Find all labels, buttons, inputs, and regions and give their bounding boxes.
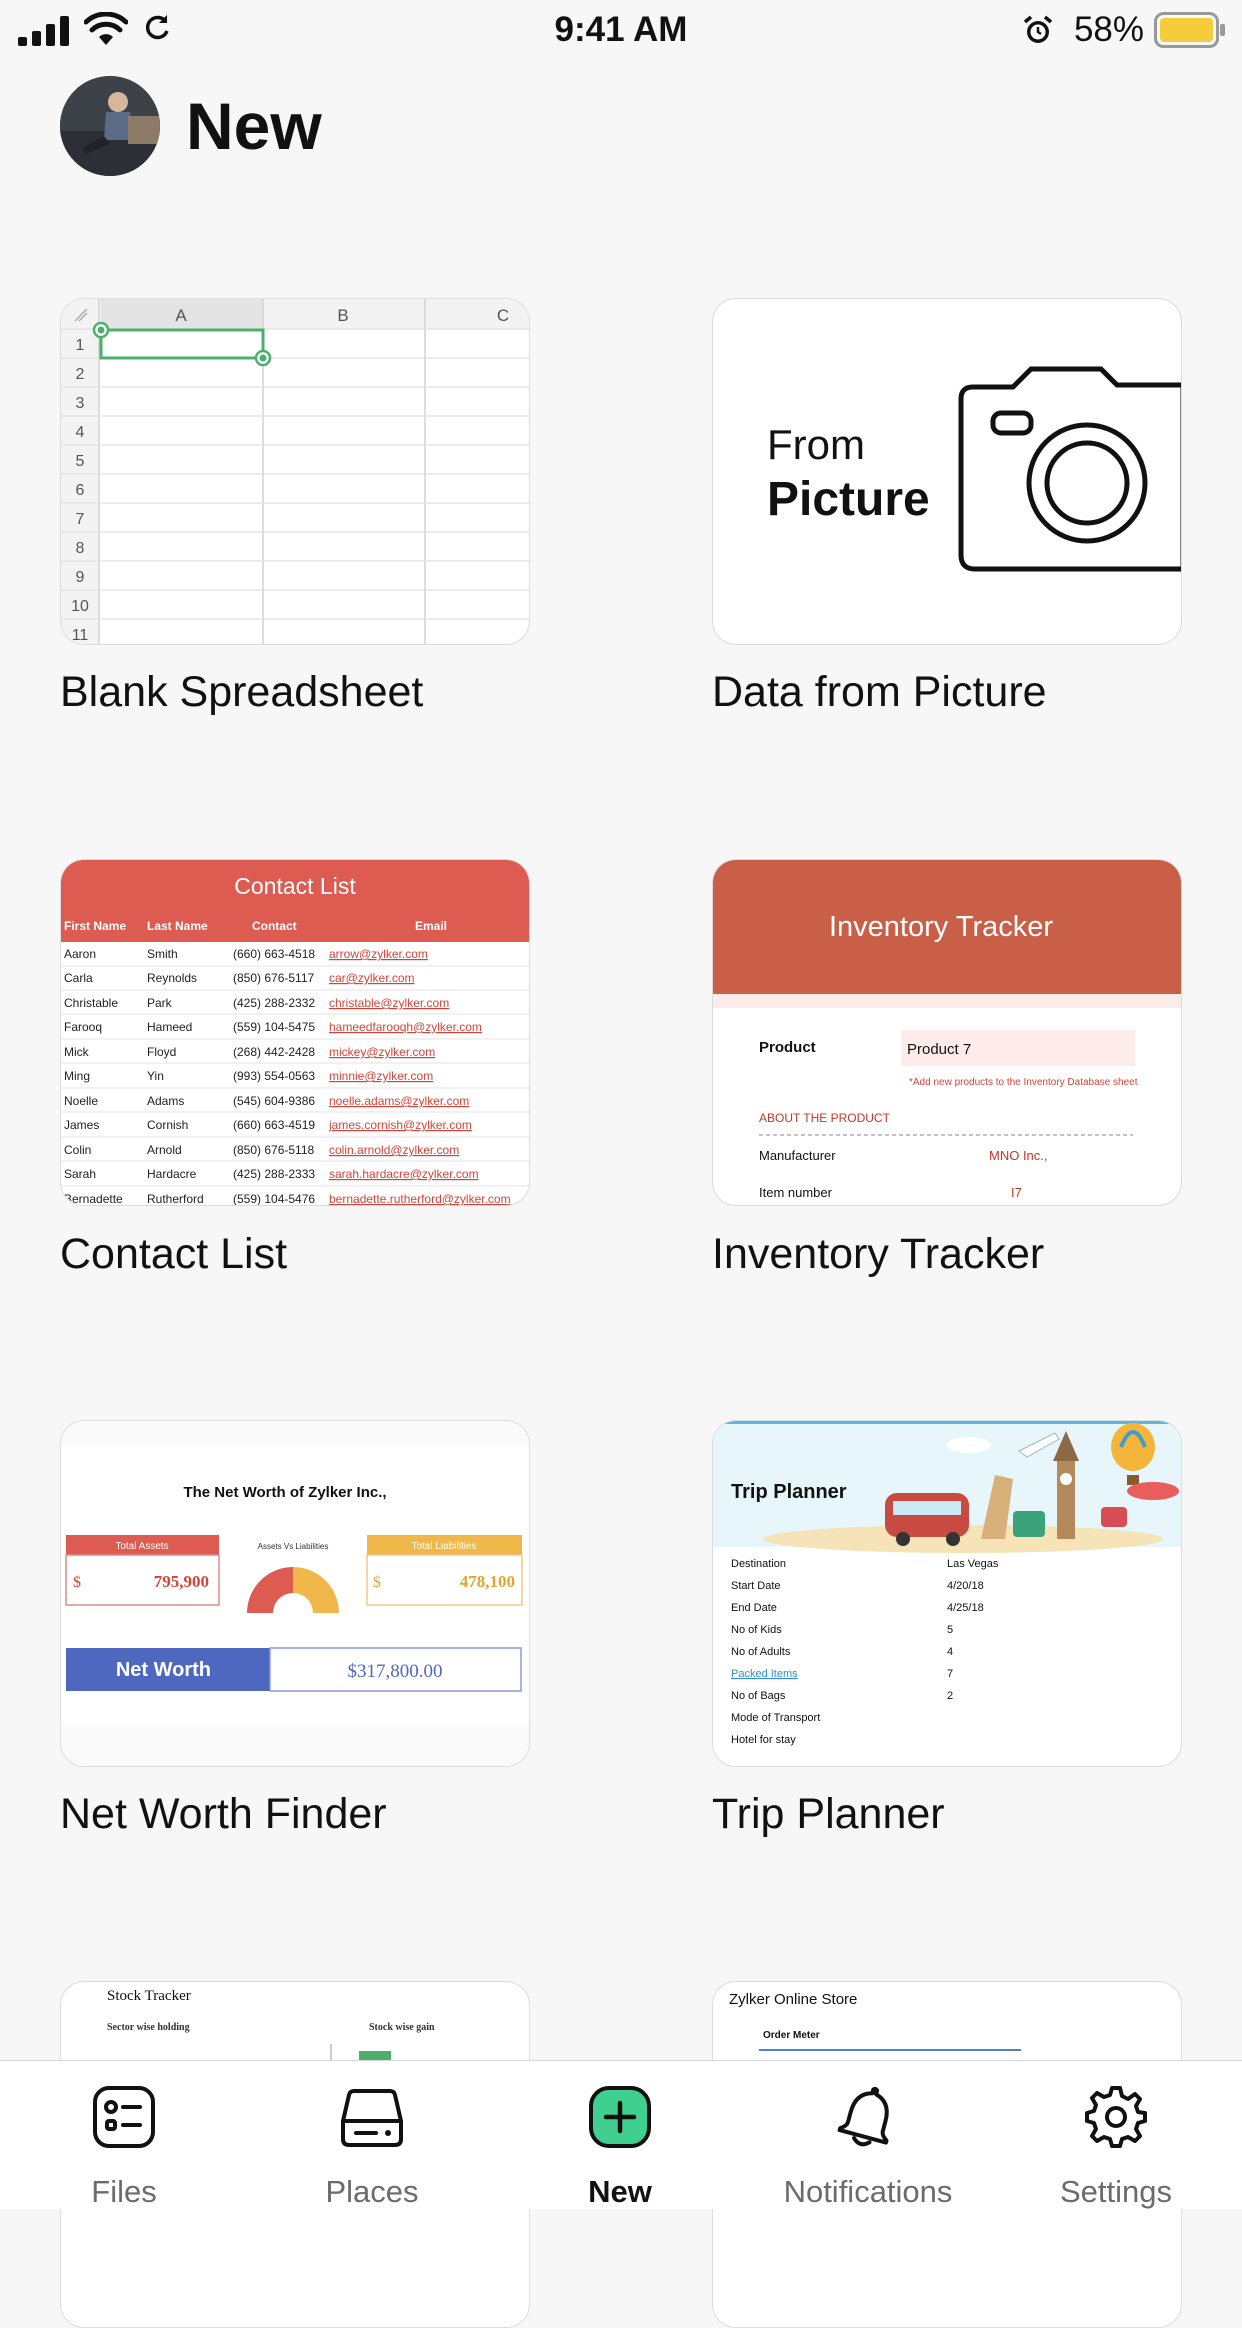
contact-cell: (660) 663-4518 xyxy=(233,947,316,961)
contact-cell: Floyd xyxy=(147,1045,177,1059)
tab-notifications-label: Notifications xyxy=(783,2174,953,2209)
tab-files[interactable] xyxy=(0,2061,248,2209)
contact-cell: Mick xyxy=(64,1045,89,1059)
contact-email: arrow@zylker.com xyxy=(329,947,428,961)
stock-subtitle-2: Stock wise gain xyxy=(369,2022,435,2033)
inventory-section: ABOUT THE PRODUCT xyxy=(759,1111,890,1125)
liabilities-label: Total Liabilities xyxy=(411,1541,477,1552)
contact-cell: (660) 663-4519 xyxy=(233,1118,316,1132)
contact-email: christable@zylker.com xyxy=(329,996,450,1010)
status-bar xyxy=(0,0,1242,60)
contact-cell: Carla xyxy=(64,971,93,985)
drive-icon xyxy=(340,2085,404,2149)
contact-cell: (268) 442-2428 xyxy=(233,1045,316,1059)
contact-cell: Cornish xyxy=(147,1118,189,1132)
template-card-contact-list[interactable] xyxy=(60,859,530,1206)
row-header: 11 xyxy=(71,627,89,644)
row-header: 5 xyxy=(75,453,85,470)
contact-cell: (545) 604-9386 xyxy=(233,1094,316,1108)
trip-field-label: No of Bags xyxy=(731,1690,786,1702)
col-header-a: A xyxy=(175,306,187,325)
alarm-icon xyxy=(1022,14,1054,46)
contact-cell: Yin xyxy=(147,1069,164,1083)
inventory-field-label: Manufacturer xyxy=(759,1148,836,1163)
trip-field-value: 4/20/18 xyxy=(947,1580,984,1592)
contact-cell: Hameed xyxy=(147,1020,193,1034)
trip-field-label: Hotel for stay xyxy=(731,1734,796,1746)
bell-icon xyxy=(836,2085,900,2149)
contact-list-thumbnail xyxy=(61,860,529,1205)
contact-cell: (425) 288-2332 xyxy=(233,996,316,1010)
row-header: 3 xyxy=(75,395,85,412)
liabilities-value: 478,100 xyxy=(459,1572,515,1591)
inventory-note: *Add new products to the Inventory Database sheet xyxy=(909,1077,1138,1088)
files-icon xyxy=(92,2085,156,2149)
contact-cell: (850) 676-5118 xyxy=(233,1143,315,1157)
contact-cell: Smith xyxy=(147,947,178,961)
tab-files-label: Files xyxy=(91,2174,157,2209)
trip-field-value: 4/25/18 xyxy=(947,1602,984,1614)
template-label[interactable]: Blank Spreadsheet xyxy=(60,668,424,716)
row-header: 7 xyxy=(75,511,85,528)
trip-title: Trip Planner xyxy=(731,1481,847,1503)
inventory-product-value: Product 7 xyxy=(907,1041,972,1058)
picture-line2: Picture xyxy=(767,473,930,526)
networth-title: The Net Worth of Zylker Inc., xyxy=(183,1484,387,1501)
contact-email: colin.arnold@zylker.com xyxy=(329,1143,460,1157)
trip-field-label: Mode of Transport xyxy=(731,1712,821,1724)
contact-email: mickey@zylker.com xyxy=(329,1045,436,1059)
chart-label: Assets Vs Liabilities xyxy=(257,1542,329,1551)
row-header: 2 xyxy=(75,366,85,383)
trip-field-label: Start Date xyxy=(731,1580,781,1592)
tab-places[interactable] xyxy=(248,2061,496,2209)
template-card-trip-planner[interactable] xyxy=(712,1420,1182,1767)
trip-field-label-link: Packed Items xyxy=(731,1668,798,1680)
battery-icon xyxy=(1154,12,1226,48)
contact-cell: Park xyxy=(147,996,172,1010)
assets-value: 795,900 xyxy=(153,1572,209,1591)
contact-cell: Bernadette xyxy=(64,1192,123,1205)
template-label[interactable]: Contact List xyxy=(60,1230,288,1278)
net-worth-label: Net Worth xyxy=(115,1659,211,1681)
tab-places-label: Places xyxy=(325,2174,419,2209)
blank-spreadsheet-thumbnail xyxy=(61,299,529,644)
contact-email: hameedfarooqh@zylker.com xyxy=(329,1020,482,1034)
template-card-blank-spreadsheet[interactable] xyxy=(60,298,530,645)
template-card-inventory-tracker[interactable] xyxy=(712,859,1182,1206)
row-header: 8 xyxy=(75,540,85,557)
contact-cell: Farooq xyxy=(64,1020,103,1034)
camera-icon xyxy=(961,369,1181,569)
trip-field-value: 2 xyxy=(947,1690,954,1702)
contact-title: Contact List xyxy=(234,873,356,899)
store-title: Zylker Online Store xyxy=(729,1991,858,2008)
inventory-field-value: MNO Inc., xyxy=(989,1148,1048,1163)
row-header: 10 xyxy=(71,598,89,615)
tab-settings[interactable] xyxy=(992,2061,1240,2209)
avatar-photo xyxy=(60,76,160,176)
trip-field-value: 4 xyxy=(947,1646,954,1658)
store-subtitle: Order Meter xyxy=(763,2030,820,2041)
tab-new[interactable] xyxy=(496,2061,744,2209)
trip-field-label: No of Kids xyxy=(731,1624,782,1636)
template-label[interactable]: Net Worth Finder xyxy=(60,1790,387,1838)
contact-header: Last Name xyxy=(147,919,208,933)
plus-icon xyxy=(588,2085,652,2149)
stock-title: Stock Tracker xyxy=(107,1988,191,2004)
contact-email: james.cornish@zylker.com xyxy=(329,1118,472,1132)
contact-cell: Rutherford xyxy=(147,1192,204,1205)
net-worth-thumbnail xyxy=(61,1421,529,1766)
contact-cell: Reynolds xyxy=(147,971,198,985)
inventory-field-value: I7 xyxy=(1011,1185,1022,1200)
page-title: New xyxy=(186,89,322,163)
contact-header: First Name xyxy=(64,919,127,933)
col-header-c: C xyxy=(496,306,510,325)
template-label[interactable]: Trip Planner xyxy=(712,1790,945,1838)
trip-field-value: Las Vegas xyxy=(947,1558,999,1570)
inventory-field-label: Item number xyxy=(759,1185,832,1200)
contact-cell: (559) 104-5476 xyxy=(233,1192,316,1205)
inventory-tracker-thumbnail xyxy=(713,860,1181,1205)
contact-header: Email xyxy=(415,919,448,933)
stock-subtitle-1: Sector wise holding xyxy=(107,2022,190,2033)
contact-cell: Noelle xyxy=(64,1094,99,1108)
gear-icon xyxy=(1084,2085,1148,2149)
template-label[interactable]: Data from Picture xyxy=(712,668,1047,716)
contact-cell: Adams xyxy=(147,1094,185,1108)
trip-field-label: No of Adults xyxy=(731,1646,791,1658)
contact-cell: Hardacre xyxy=(147,1167,197,1181)
contact-cell: (850) 676-5117 xyxy=(233,971,315,985)
contact-header: Contact xyxy=(252,919,297,933)
picture-line1: From xyxy=(767,421,865,468)
contact-cell: (425) 288-2333 xyxy=(233,1167,316,1181)
battery-percentage: 58% xyxy=(1073,10,1144,49)
contact-cell: (559) 104-5475 xyxy=(233,1020,316,1034)
tab-new-label: New xyxy=(588,2174,652,2209)
trip-field-label: End Date xyxy=(731,1602,777,1614)
template-card-data-from-picture[interactable] xyxy=(712,298,1182,645)
tab-settings-label: Settings xyxy=(1059,2174,1172,2209)
trip-field-value: 7 xyxy=(947,1668,954,1680)
avatar[interactable] xyxy=(60,76,160,176)
tab-notifications[interactable] xyxy=(744,2061,992,2209)
liabilities-currency: $ xyxy=(373,1574,381,1591)
row-header: 9 xyxy=(75,569,85,586)
data-from-picture-thumbnail xyxy=(713,299,1181,644)
col-header-b: B xyxy=(337,306,349,325)
row-header: 6 xyxy=(75,482,85,499)
contact-email: minnie@zylker.com xyxy=(329,1069,434,1083)
contact-cell: Colin xyxy=(64,1143,92,1157)
net-worth-value: $317,800.00 xyxy=(347,1661,443,1682)
contact-cell: Aaron xyxy=(64,947,97,961)
contact-cell: Christable xyxy=(64,996,119,1010)
contact-email: noelle.adams@zylker.com xyxy=(329,1094,470,1108)
template-label[interactable]: Inventory Tracker xyxy=(712,1230,1045,1278)
contact-cell: James xyxy=(64,1118,100,1132)
bottom-tab-bar xyxy=(0,2060,1242,2209)
template-card-net-worth-finder[interactable] xyxy=(60,1420,530,1767)
assets-currency: $ xyxy=(73,1574,81,1591)
status-time: 9:41 AM xyxy=(554,10,688,49)
contact-cell: Ming xyxy=(64,1069,91,1083)
row-header: 4 xyxy=(75,424,85,441)
contact-cell: Sarah xyxy=(64,1167,97,1181)
trip-field-value: 5 xyxy=(947,1624,954,1636)
inventory-product-label: Product xyxy=(759,1039,816,1056)
assets-label: Total Assets xyxy=(115,1541,169,1552)
row-header: 1 xyxy=(75,337,85,354)
contact-cell: (993) 554-0563 xyxy=(233,1069,316,1083)
contact-email: car@zylker.com xyxy=(329,971,415,985)
inventory-title: Inventory Tracker xyxy=(828,911,1054,943)
trip-planner-thumbnail xyxy=(713,1421,1181,1766)
trip-field-label: Destination xyxy=(731,1558,787,1570)
contact-email: bernadette.rutherford@zylker.com xyxy=(329,1192,511,1205)
contact-cell: Arnold xyxy=(147,1143,182,1157)
contact-email: sarah.hardacre@zylker.com xyxy=(329,1167,479,1181)
